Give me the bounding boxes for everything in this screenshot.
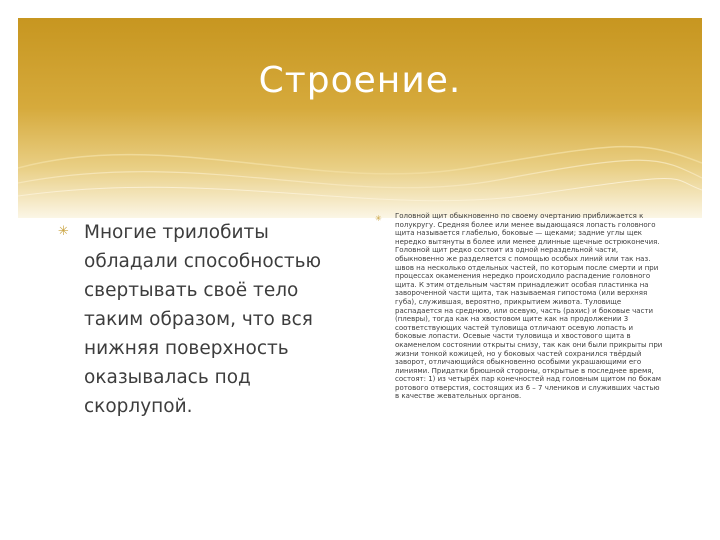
slide-title: Строение. [258, 60, 462, 101]
right-bullet-text: Головной щит обыкновенно по своему очертанию приближается к полукругу. Средняя более или менее выдающаяся лопасть головного щита называется глабелью, боковые — щеками; задние углы щек нередко вытянуты в более или менее длинные щечные острюконечия. Головной щит редко состоит из одной нераздельной части, обыкновенно же разделяется с помощью особых линий или так наз. швов на несколько отдельных частей, по которым после смерти и при процессах окаменения нередко происходило распадение головного щита. К этим отдельным частям принадлежит особая пластинка на завороченной части щита, так называемая гипостома (или верхняя губа), служившая, вероятно, прикрытием живота. Туловище распадается на среднюю, или осевую, часть (рахис) и боковые части (плевры), тогда как на хвостовом щите как на продолжении 3 соответствующих частей туловища отличают осевую лопасть и боковые лопасти. Осевые части туловища и хвостового щита в окаменелом состоянии открыты снизу, так как они были прикрыты при жизни тонкой кожицей, но у боковых частей сохранился твёрдый заворот, отличающийся обыкновенно особыми украшающими его линиями. Придатки брюшной стороны, открытые в последнее время, состоят: 1) из четырёх пар конечностей над головным щитом по бокам ротового отверстия, состоящих из 6 – 7 члеников и служивших частью в качестве жевательных органов. [395, 212, 663, 401]
title-band [18, 18, 702, 218]
left-column [58, 218, 348, 421]
left-bullet-item [58, 218, 348, 421]
slide [18, 18, 702, 522]
left-bullet-text: Многие трилобиты обладали способностью свертывать своё тело таким образом, что вся нижняя поверхность оказывалась под скорлупой. [84, 222, 322, 417]
right-bullet-item [375, 212, 663, 401]
decorative-waves [18, 18, 702, 218]
asterisk-bullet-icon: ✳ [58, 224, 69, 239]
right-column [375, 212, 663, 401]
asterisk-bullet-icon: ✳ [375, 214, 382, 223]
